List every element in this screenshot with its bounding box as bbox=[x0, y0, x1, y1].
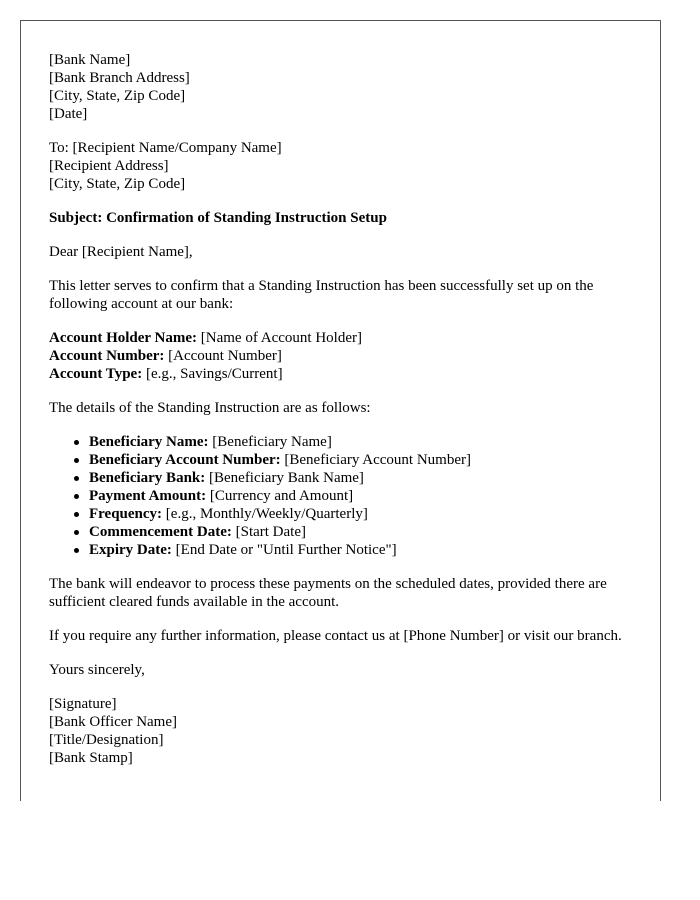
bank-city-state-zip: [City, State, Zip Code] bbox=[49, 88, 186, 104]
detail-value: [End Date or "Until Further Notice"] bbox=[171, 542, 397, 558]
list-item bbox=[89, 523, 632, 541]
instruction-details-list bbox=[49, 433, 632, 559]
recipient-city-state-zip: [City, State, Zip Code] bbox=[49, 176, 186, 192]
account-holder-label: Account Holder Name: bbox=[49, 330, 198, 346]
detail-value: [e.g., Monthly/Weekly/Quarterly] bbox=[162, 506, 368, 522]
subject-line: Subject: Confirmation of Standing Instruction Setup bbox=[49, 210, 387, 226]
processing-paragraph: The bank will endeavor to process these payments on the scheduled dates, provided there are sufficient cleared funds available in the account. bbox=[49, 576, 607, 610]
account-type-label: Account Type: bbox=[49, 366, 143, 382]
letter-page bbox=[20, 20, 661, 801]
list-item bbox=[89, 469, 632, 487]
bullet-icon bbox=[74, 548, 79, 553]
bullet-icon bbox=[74, 512, 79, 517]
detail-label: Expiry Date: bbox=[89, 542, 172, 558]
salutation: Dear [Recipient Name], bbox=[49, 244, 193, 260]
detail-value: [Start Date] bbox=[231, 524, 306, 540]
bank-name: [Bank Name] bbox=[49, 52, 131, 68]
detail-label: Frequency: bbox=[89, 506, 163, 522]
list-item bbox=[89, 505, 632, 523]
detail-label: Payment Amount: bbox=[89, 488, 207, 504]
bank-stamp: [Bank Stamp] bbox=[49, 750, 133, 766]
sender-block bbox=[49, 51, 632, 123]
signature-block bbox=[49, 695, 632, 767]
bullet-icon bbox=[74, 458, 79, 463]
detail-label: Beneficiary Account Number: bbox=[89, 452, 281, 468]
list-item bbox=[89, 433, 632, 451]
account-type-row bbox=[49, 365, 632, 383]
bullet-icon bbox=[74, 476, 79, 481]
signature: [Signature] bbox=[49, 696, 117, 712]
bullet-icon bbox=[74, 530, 79, 535]
account-details bbox=[49, 329, 632, 383]
letter-date: [Date] bbox=[49, 106, 88, 122]
closing: Yours sincerely, bbox=[49, 662, 145, 678]
account-number-label: Account Number: bbox=[49, 348, 165, 364]
detail-label: Beneficiary Name: bbox=[89, 434, 209, 450]
recipient-address: [Recipient Address] bbox=[49, 158, 169, 174]
account-number-row bbox=[49, 347, 632, 365]
bank-branch-address: [Bank Branch Address] bbox=[49, 70, 190, 86]
account-holder-value: [Name of Account Holder] bbox=[197, 330, 362, 346]
list-item bbox=[89, 487, 632, 505]
contact-paragraph: If you require any further information, please contact us at [Phone Number] or visit our branch. bbox=[49, 628, 622, 644]
detail-label: Commencement Date: bbox=[89, 524, 232, 540]
account-number-value: [Account Number] bbox=[164, 348, 282, 364]
bullet-icon bbox=[74, 440, 79, 445]
detail-label: Beneficiary Bank: bbox=[89, 470, 206, 486]
list-item bbox=[89, 451, 632, 469]
list-item bbox=[89, 541, 632, 559]
detail-value: [Currency and Amount] bbox=[206, 488, 354, 504]
officer-name: [Bank Officer Name] bbox=[49, 714, 177, 730]
intro-paragraph: This letter serves to confirm that a Standing Instruction has been successfully set up on the following account at our bank: bbox=[49, 278, 594, 312]
detail-value: [Beneficiary Name] bbox=[208, 434, 332, 450]
detail-value: [Beneficiary Bank Name] bbox=[205, 470, 364, 486]
recipient-name: To: [Recipient Name/Company Name] bbox=[49, 140, 282, 156]
details-intro: The details of the Standing Instruction are as follows: bbox=[49, 400, 371, 416]
bullet-icon bbox=[74, 494, 79, 499]
detail-value: [Beneficiary Account Number] bbox=[280, 452, 471, 468]
officer-title: [Title/Designation] bbox=[49, 732, 164, 748]
recipient-block bbox=[49, 139, 632, 193]
account-holder-row bbox=[49, 329, 632, 347]
account-type-value: [e.g., Savings/Current] bbox=[142, 366, 283, 382]
